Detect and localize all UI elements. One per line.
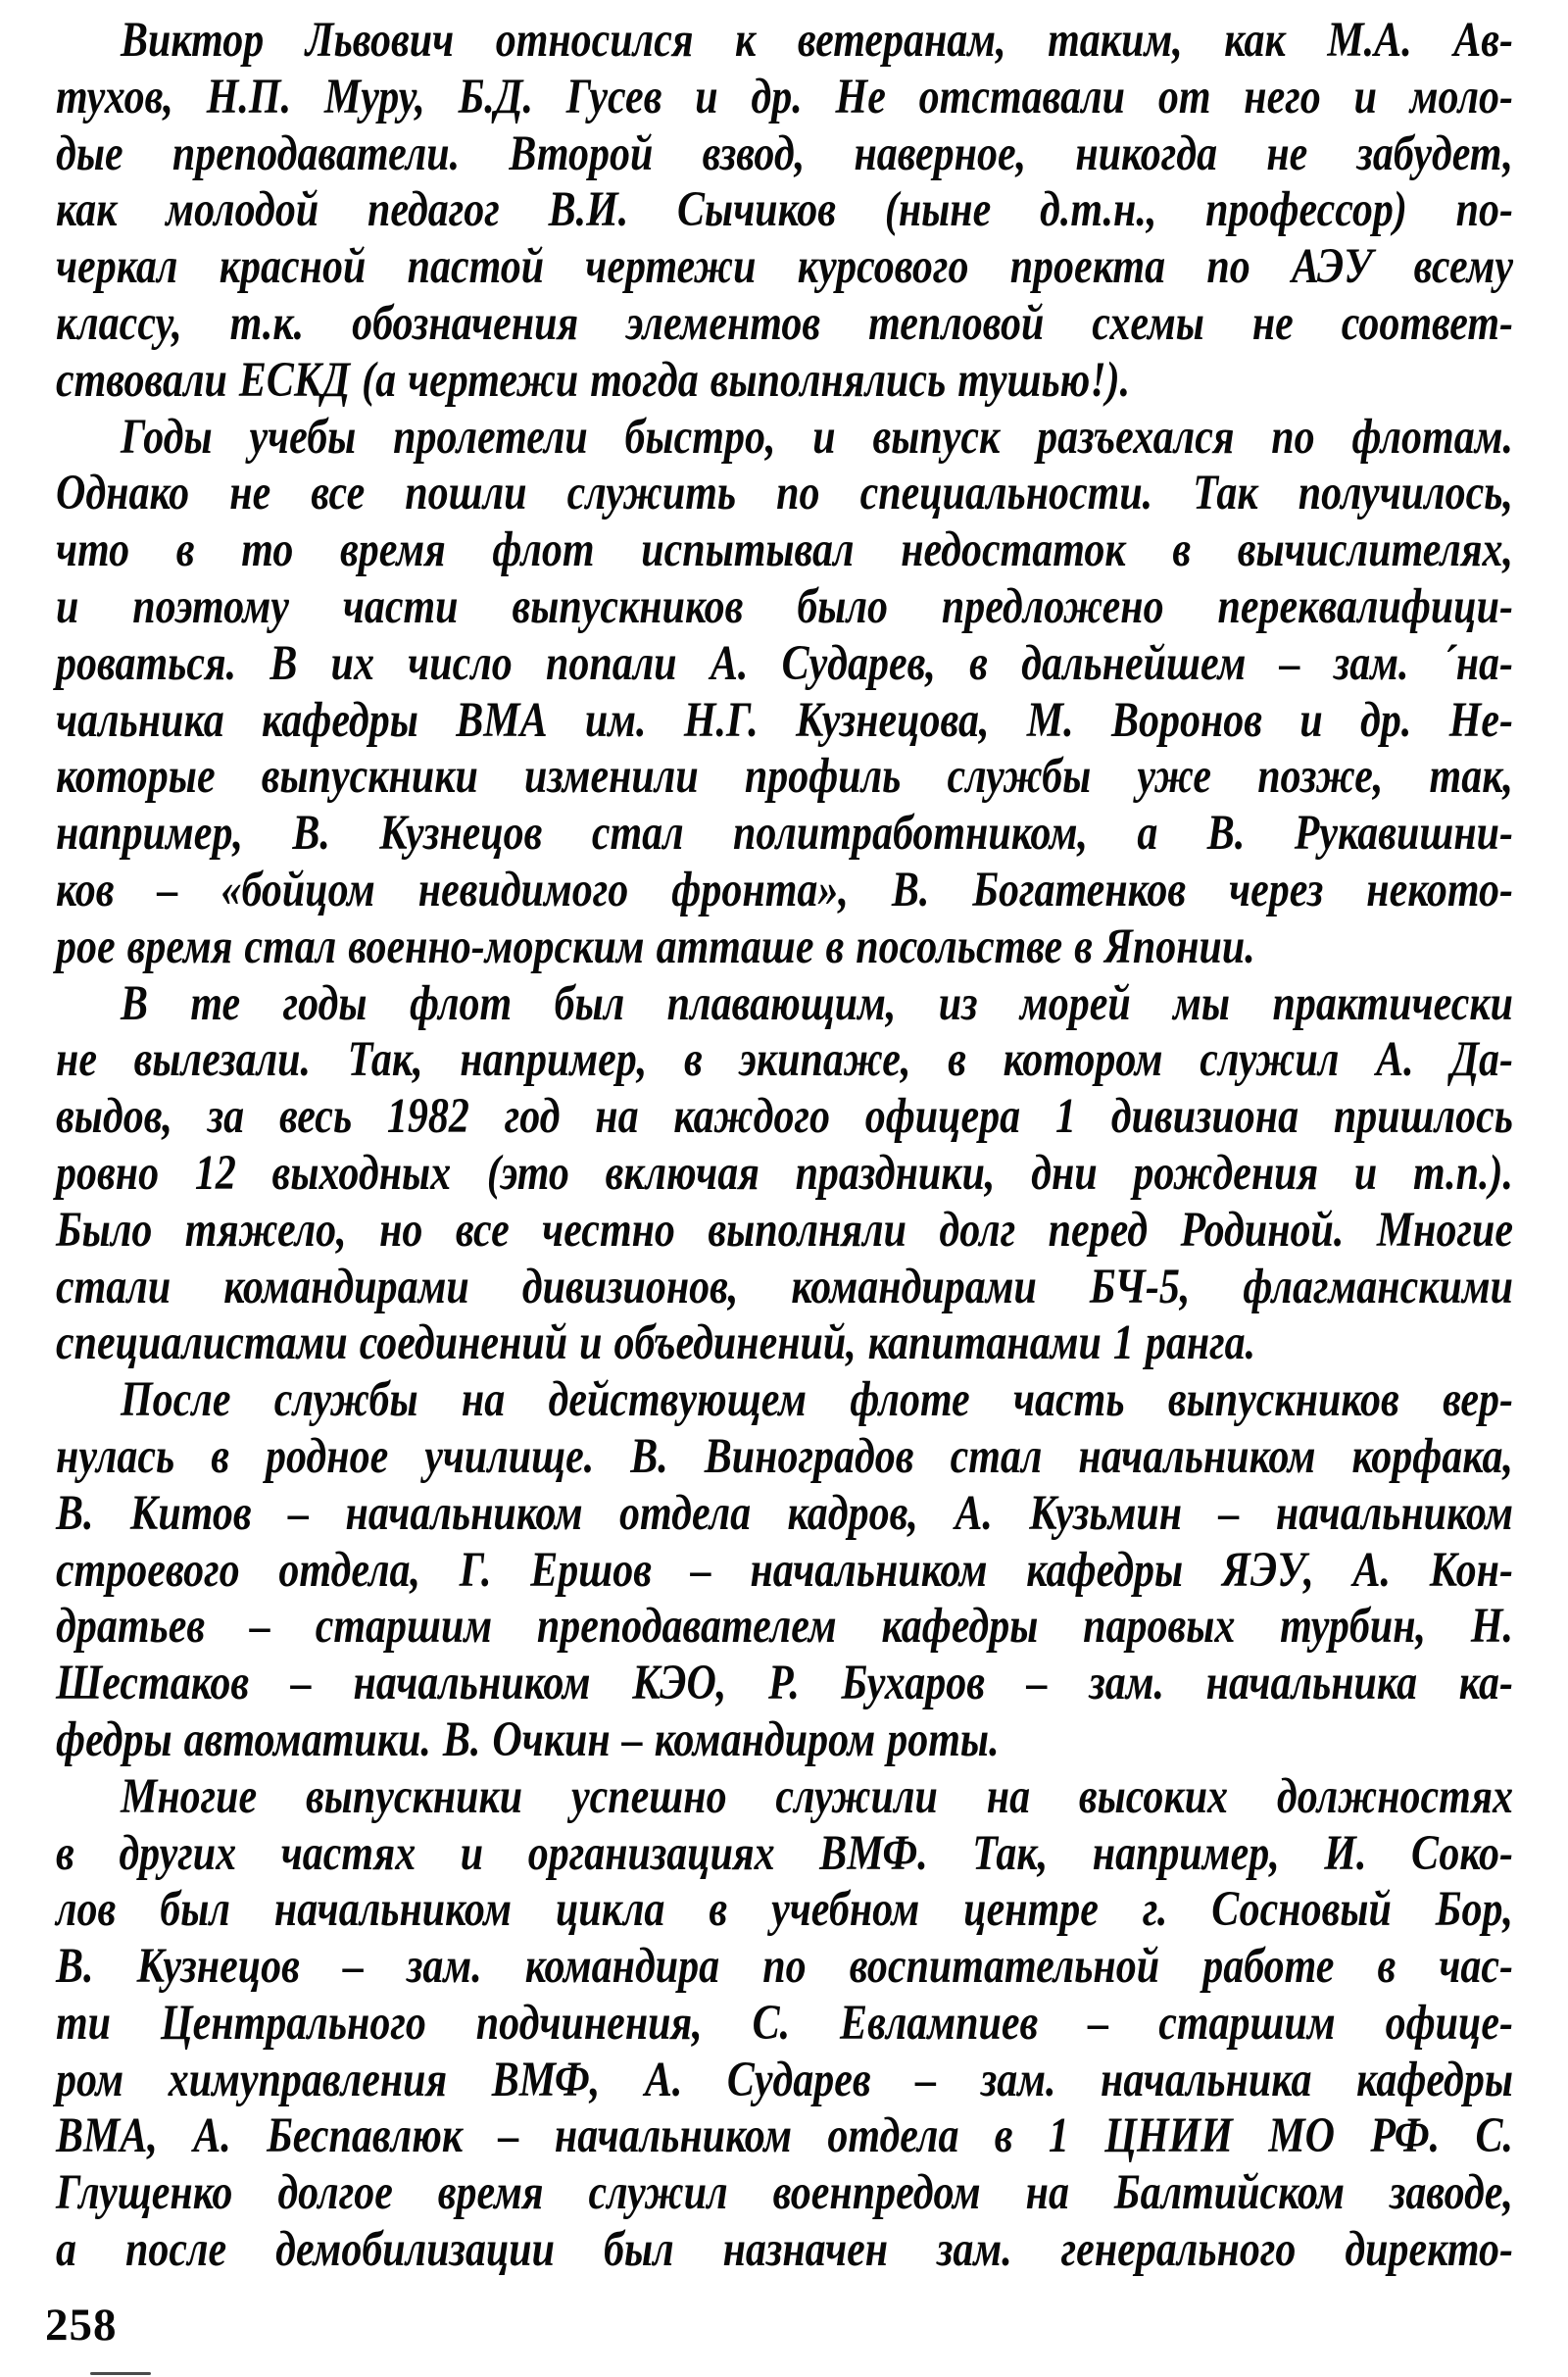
page-number: 258 xyxy=(45,2300,118,2351)
text-line: роваться. В их число попали А. Сударев, в дальнейшем – зам. ´на- xyxy=(56,635,1513,691)
text-line: Годы учебы пролетели быстро, и выпуск разъехался по флотам. xyxy=(121,409,1513,465)
text-line: ков – «бойцом невидимого фронта», В. Богатенков через некото- xyxy=(56,863,1513,918)
text-line: Виктор Львович относился к ветеранам, таким, как М.А. Ав- xyxy=(121,13,1513,69)
text-line: и поэтому части выпускников было предложено переквалифици- xyxy=(56,579,1513,635)
text-line: лов был начальником цикла в учебном центре г. Сосновый Бор, xyxy=(56,1882,1513,1938)
text-line: строевого отдела, Г. Ершов – начальником кафедры ЯЭУ, А. Кон- xyxy=(56,1542,1513,1598)
text-line: ВМА, А. Беспавлюк – начальником отдела в 1 ЦНИИ МО РФ. С. xyxy=(56,2108,1513,2164)
text-line: рое время стал военно-морским атташе в посольстве в Японии. xyxy=(56,918,1255,974)
text-line: федры автоматики. В. Очкин – командиром роты. xyxy=(56,1712,1000,1768)
text-line: ровно 12 выходных (это включая праздники, дни рождения и т.п.). xyxy=(56,1146,1513,1202)
text-line: выдов, за весь 1982 год на каждого офицера 1 дивизиона пришлось xyxy=(56,1089,1513,1145)
text-line: Глущенко долгое время служил военпредом на Балтийском заводе, xyxy=(56,2165,1513,2221)
text-line: дые преподаватели. Второй взвод, наверное, никогда не забудет, xyxy=(56,125,1513,181)
text-line: ром химуправления ВМФ, А. Сударев – зам. начальника кафедры xyxy=(56,2052,1513,2107)
text-line: Однако не все пошли служить по специальности. Так получилось, xyxy=(56,466,1513,521)
text-line: а после демобилизации был назначен зам. генерального директо- xyxy=(56,2222,1513,2278)
text-line: ти Центрального подчинения, С. Евлампиев – старшим офице- xyxy=(56,1995,1513,2052)
text-line: черкал красной пастой чертежи курсового проекта по АЭУ всему xyxy=(56,239,1513,295)
text-line: в других частях и организациях ВМФ. Так, например, И. Соко- xyxy=(56,1825,1513,1881)
text-line: например, В. Кузнецов стал политработником, а В. Рукавишни- xyxy=(56,806,1513,862)
text-line: стали командирами дивизионов, командирами БЧ-5, флагманскими xyxy=(56,1259,1513,1314)
text-line: не вылезали. Так, например, в экипаже, в котором служил А. Да- xyxy=(56,1032,1513,1088)
text-line: В. Кузнецов – зам. командира по воспитательной работе в час- xyxy=(56,1939,1513,1995)
text-line: нулась в родное училище. В. Виноградов стал начальником корфака, xyxy=(56,1429,1513,1485)
text-line: чальника кафедры ВМА им. Н.Г. Кузнецова, М. Воронов и др. Не- xyxy=(56,692,1513,748)
text-line: В те годы флот был плавающим, из морей мы практически xyxy=(121,975,1513,1031)
text-line: В. Китов – начальником отдела кадров, А. Кузьмин – начальником xyxy=(56,1485,1513,1541)
text-line: ствовали ЕСКД (а чертежи тогда выполнялись тушью!). xyxy=(56,352,1131,409)
text-line: Шестаков – начальником КЭО, Р. Бухаров – зам. начальника ка- xyxy=(56,1656,1513,1711)
text-line: что в то время флот испытывал недостаток в вычислителях, xyxy=(56,522,1513,578)
text-line: После службы на действующем флоте часть выпускников вер- xyxy=(121,1372,1513,1428)
text-line: классу, т.к. обозначения элементов тепловой схемы не соответ- xyxy=(56,296,1513,352)
text-line: как молодой педагог В.И. Сычиков (ныне д.т.н., профессор) по- xyxy=(56,182,1513,238)
text-line: дратьев – старшим преподавателем кафедры паровых турбин, Н. xyxy=(56,1599,1513,1655)
scan-artifact xyxy=(90,2372,151,2375)
text-column xyxy=(56,14,1513,2280)
text-line: тухов, Н.П. Муру, Б.Д. Гусев и др. Не отставали от него и моло- xyxy=(56,69,1513,125)
text-line: Было тяжело, но все честно выполняли долг перед Родиной. Многие xyxy=(56,1202,1513,1258)
text-line: специалистами соединений и объединений, капитанами 1 ранга. xyxy=(56,1315,1256,1371)
text-line: Многие выпускники успешно служили на высоких должностях xyxy=(121,1768,1513,1824)
text-line: которые выпускники изменили профиль службы уже позже, так, xyxy=(56,749,1513,805)
